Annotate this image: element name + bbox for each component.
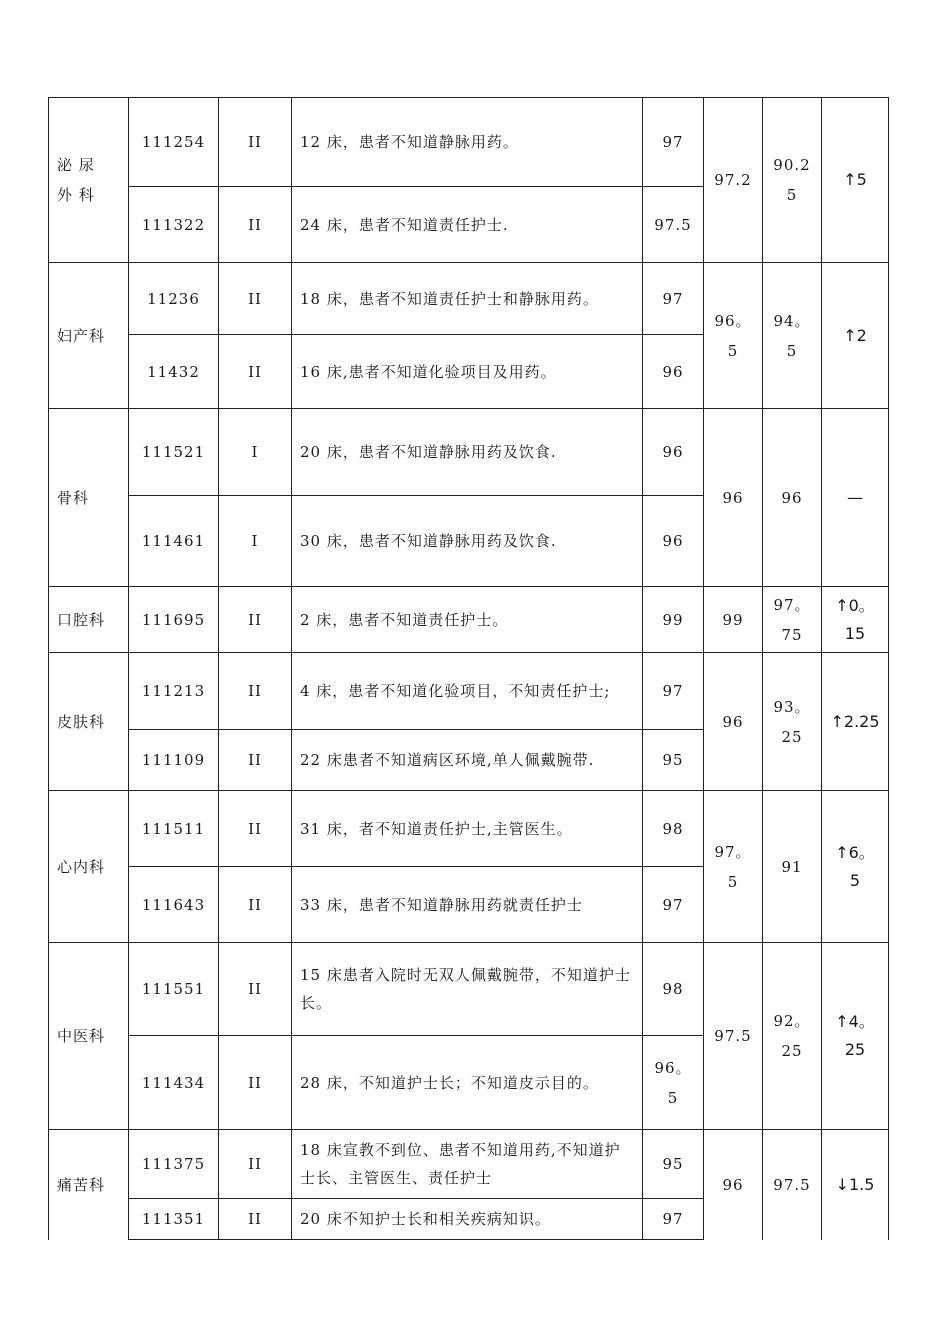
department-cell: 骨科 xyxy=(49,409,129,587)
score-cell: 97 xyxy=(643,1199,704,1240)
record-number-cell: 11432 xyxy=(129,335,219,409)
average-cell: 97.5 xyxy=(704,943,763,1130)
average-cell: 97。 5 xyxy=(704,791,763,943)
issue-cell: 31 床，者不知道责任护士,主管医生。 xyxy=(292,791,643,867)
score-cell: 97 xyxy=(643,263,704,335)
department-cell: 心内科 xyxy=(49,791,129,943)
table-row xyxy=(49,587,889,653)
trend-cell: ↑0。 15 xyxy=(822,587,889,653)
record-number-cell: 111434 xyxy=(129,1036,219,1130)
record-number-cell: 111521 xyxy=(129,409,219,496)
issue-cell: 16 床,患者不知道化验项目及用药。 xyxy=(292,335,643,409)
score-cell: 98 xyxy=(643,943,704,1036)
issue-cell: 24 床，患者不知道责任护士. xyxy=(292,187,643,263)
table-row xyxy=(49,263,889,335)
score-cell: 99 xyxy=(643,587,704,653)
record-number-cell: 111695 xyxy=(129,587,219,653)
record-number-cell: 111351 xyxy=(129,1199,219,1240)
trend-cell: ↑5 xyxy=(822,98,889,263)
score-cell: 95 xyxy=(643,1130,704,1199)
level-cell: II xyxy=(219,1130,292,1199)
level-cell: II xyxy=(219,943,292,1036)
score-cell: 97 xyxy=(643,98,704,187)
level-cell: II xyxy=(219,730,292,791)
average-cell: 99 xyxy=(704,587,763,653)
average-cell: 96 xyxy=(704,653,763,791)
previous-cell: 90.2 5 xyxy=(763,98,822,263)
average-cell: 96。 5 xyxy=(704,263,763,409)
score-cell: 95 xyxy=(643,730,704,791)
issue-cell: 15 床患者入院时无双人佩戴腕带，不知道护士长。 xyxy=(292,943,643,1036)
score-cell: 97.5 xyxy=(643,187,704,263)
table-row xyxy=(49,791,889,867)
level-cell: II xyxy=(219,1199,292,1240)
previous-cell: 92。 25 xyxy=(763,943,822,1130)
level-cell: II xyxy=(219,653,292,730)
previous-cell: 97。 75 xyxy=(763,587,822,653)
score-cell: 96 xyxy=(643,496,704,587)
issue-cell: 28 床，不知道护士长；不知道皮示目的。 xyxy=(292,1036,643,1130)
trend-cell: ↑4。 25 xyxy=(822,943,889,1130)
department-cell: 中医科 xyxy=(49,943,129,1130)
record-number-cell: 111551 xyxy=(129,943,219,1036)
previous-cell: 93。 25 xyxy=(763,653,822,791)
record-number-cell: 111322 xyxy=(129,187,219,263)
department-cell: 口腔科 xyxy=(49,587,129,653)
issue-cell: 30 床，患者不知道静脉用药及饮食. xyxy=(292,496,643,587)
issue-cell: 18 床宣教不到位、患者不知道用药,不知道护士长、主管医生、责任护士 xyxy=(292,1130,643,1199)
level-cell: II xyxy=(219,335,292,409)
issue-cell: 33 床，患者不知道静脉用药就责任护士 xyxy=(292,867,643,943)
trend-cell: ↑6。 5 xyxy=(822,791,889,943)
average-cell: 96 xyxy=(704,409,763,587)
table-row xyxy=(49,1130,889,1199)
issue-cell: 20 床，患者不知道静脉用药及饮食. xyxy=(292,409,643,496)
score-cell: 97 xyxy=(643,867,704,943)
score-cell: 96 xyxy=(643,409,704,496)
department-cell: 泌 尿 外 科 xyxy=(49,98,129,263)
previous-cell: 91 xyxy=(763,791,822,943)
issue-cell: 22 床患者不知道病区环境,单人佩戴腕带. xyxy=(292,730,643,791)
record-number-cell: 111643 xyxy=(129,867,219,943)
average-cell: 96 xyxy=(704,1130,763,1240)
table-row xyxy=(49,653,889,730)
trend-cell: — xyxy=(822,409,889,587)
record-number-cell: 111254 xyxy=(129,98,219,187)
trend-cell: ↑2 xyxy=(822,263,889,409)
record-number-cell: 111109 xyxy=(129,730,219,791)
issue-cell: 18 床，患者不知道责任护士和静脉用药。 xyxy=(292,263,643,335)
trend-cell: ↓1.5 xyxy=(822,1130,889,1240)
record-number-cell: 111461 xyxy=(129,496,219,587)
record-number-cell: 111213 xyxy=(129,653,219,730)
level-cell: II xyxy=(219,98,292,187)
score-cell: 96 xyxy=(643,335,704,409)
score-cell: 96。 5 xyxy=(643,1036,704,1130)
level-cell: II xyxy=(219,187,292,263)
score-cell: 97 xyxy=(643,653,704,730)
department-cell: 皮肤科 xyxy=(49,653,129,791)
issue-cell: 12 床，患者不知道静脉用药。 xyxy=(292,98,643,187)
score-cell: 98 xyxy=(643,791,704,867)
table-row xyxy=(49,943,889,1036)
level-cell: II xyxy=(219,263,292,335)
table-row xyxy=(49,98,889,187)
nursing-quality-table xyxy=(48,97,889,1240)
level-cell: II xyxy=(219,1036,292,1130)
table-body xyxy=(49,98,889,1240)
level-cell: II xyxy=(219,791,292,867)
issue-cell: 4 床，患者不知道化验项目，不知责任护士; xyxy=(292,653,643,730)
issue-cell: 2 床，患者不知道责任护士。 xyxy=(292,587,643,653)
record-number-cell: 111375 xyxy=(129,1130,219,1199)
table-row xyxy=(49,409,889,496)
average-cell: 97.2 xyxy=(704,98,763,263)
department-cell: 妇产科 xyxy=(49,263,129,409)
record-number-cell: 111511 xyxy=(129,791,219,867)
level-cell: I xyxy=(219,409,292,496)
issue-cell: 20 床不知护士长和相关疾病知识。 xyxy=(292,1199,643,1240)
previous-cell: 96 xyxy=(763,409,822,587)
level-cell: I xyxy=(219,496,292,587)
department-cell: 痛苦科 xyxy=(49,1130,129,1240)
previous-cell: 97.5 xyxy=(763,1130,822,1240)
record-number-cell: 11236 xyxy=(129,263,219,335)
level-cell: II xyxy=(219,587,292,653)
trend-cell: ↑2.25 xyxy=(822,653,889,791)
level-cell: II xyxy=(219,867,292,943)
previous-cell: 94。 5 xyxy=(763,263,822,409)
